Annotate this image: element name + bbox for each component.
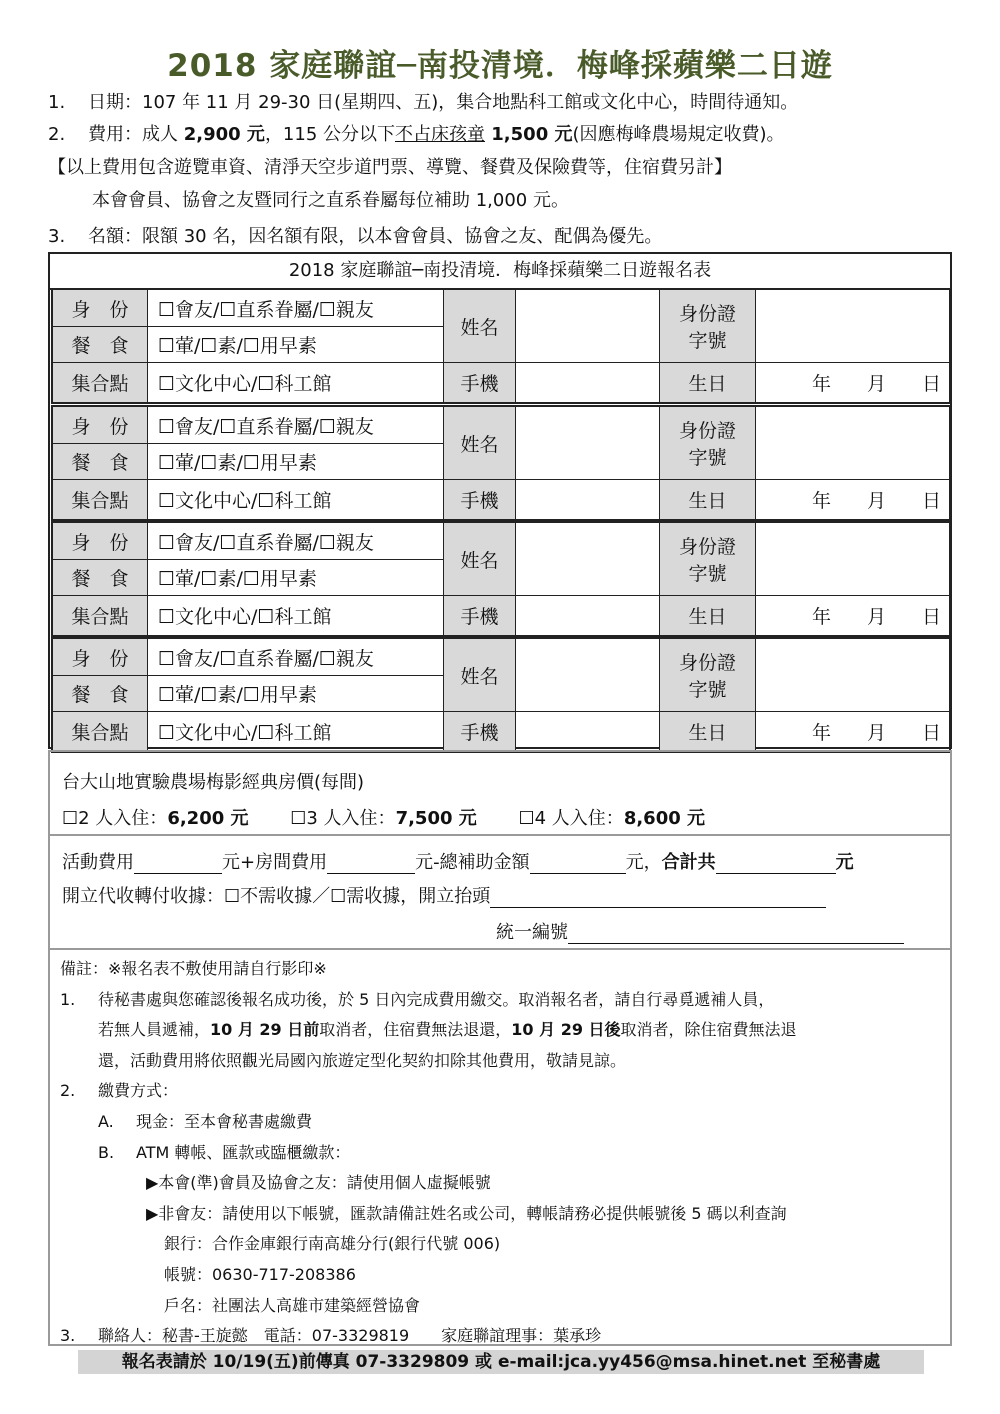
- phone-label: 手機: [443, 711, 515, 751]
- meeting-point-label: 集合點: [53, 711, 147, 751]
- notes-header: 備註：※報名表不敷使用請自行影印※: [60, 959, 327, 978]
- room-price: 6,200 元: [167, 808, 249, 829]
- name-field[interactable]: [515, 523, 659, 595]
- receipt-options[interactable]: 開立代收轉付收據：☐不需收據／☐需收據，開立抬頭: [62, 886, 491, 907]
- identity-options[interactable]: ☐會友/☐直系眷屬/☐親友: [147, 639, 443, 675]
- deadline-before: 10 月 29 日前: [210, 1020, 320, 1040]
- year-label: 年: [811, 606, 831, 628]
- id-number-label: [659, 290, 755, 362]
- note-1-line-2: [60, 1015, 940, 1046]
- phone-field[interactable]: [515, 711, 659, 751]
- registrant-block-1: [51, 288, 951, 404]
- id-number-label-line2: 字號: [688, 563, 727, 585]
- contact-info: 聯絡人：秘書-王旋懿 電話：07-3329819 家庭聯誼理事：葉承珍: [98, 1326, 602, 1346]
- child-fee: 1,500 元: [485, 124, 573, 145]
- intro-date: [48, 88, 968, 118]
- name-field[interactable]: [515, 639, 659, 711]
- id-number-label-line1: 身份證: [678, 303, 736, 325]
- id-number-field[interactable]: [755, 290, 949, 362]
- fee-section: [50, 836, 950, 950]
- room-option-label: ☐3 人入住：: [290, 808, 396, 829]
- yuan-label: 元，: [625, 852, 662, 873]
- phone-label: 手機: [443, 595, 515, 635]
- meal-options[interactable]: ☐葷/☐素/☐用早素: [147, 559, 443, 595]
- id-number-label-line2: 字號: [688, 447, 727, 469]
- id-number-label-line2: 字號: [688, 679, 727, 701]
- subsidy-note: 本會會員、協會之友暨同行之直系眷屬每位補助 1,000 元。: [92, 190, 569, 211]
- birthday-field[interactable]: [755, 362, 949, 402]
- identity-label: 身 份: [53, 290, 147, 326]
- note-2: [60, 1076, 940, 1107]
- birthday-label: 生日: [659, 711, 755, 751]
- room-fee-field[interactable]: [327, 853, 415, 874]
- account-number: 帳號：0630-717-208386: [164, 1264, 356, 1284]
- account-holder: 戶名：社團法人高雄市建築經營協會: [164, 1295, 421, 1315]
- birthday-label: 生日: [659, 595, 755, 635]
- meal-options[interactable]: ☐葷/☐素/☐用早素: [147, 443, 443, 479]
- deadline-after: 10 月 29 日後: [511, 1020, 621, 1040]
- activity-fee-label: 活動費用: [62, 852, 134, 873]
- payment-notes-box: [48, 750, 952, 1346]
- fee-includes: 【以上費用包含遊覽車資、清淨天空步道門票、導覽、餐費及保險費等，住宿費另計】: [48, 157, 732, 178]
- identity-options[interactable]: ☐會友/☐直系眷屬/☐親友: [147, 407, 443, 443]
- adult-fee: 2,900 元: [183, 124, 265, 145]
- payment-option-text: ATM 轉帳、匯款或臨櫃繳款：: [136, 1142, 351, 1162]
- payment-option-label: A.: [98, 1111, 114, 1131]
- day-label: 日: [921, 606, 941, 628]
- meal-options[interactable]: ☐葷/☐素/☐用早素: [147, 326, 443, 362]
- birthday-field[interactable]: [755, 479, 949, 519]
- identity-label: 身 份: [53, 407, 147, 443]
- year-label: 年: [811, 722, 831, 744]
- room-options: [62, 804, 705, 830]
- intro-number: 2.: [48, 124, 66, 145]
- birthday-field[interactable]: [755, 595, 949, 635]
- meeting-point-label: 集合點: [53, 362, 147, 402]
- registrant-block-2: [51, 405, 951, 521]
- name-label: 姓名: [443, 290, 515, 362]
- room-price-title: 台大山地實驗農場梅影經典房價(每間): [62, 772, 365, 793]
- meal-label: 餐 食: [53, 675, 147, 711]
- day-label: 日: [921, 373, 941, 395]
- meal-label: 餐 食: [53, 443, 147, 479]
- total-field[interactable]: [716, 853, 836, 874]
- phone-field[interactable]: [515, 479, 659, 519]
- yuan-label: 元: [835, 852, 854, 873]
- receipt-title-field[interactable]: [490, 887, 826, 908]
- note-text: 待秘書處與您確認後報名成功後，於 5 日內完成費用繳交。取消報名者，請自行尋覓遞補人員，: [98, 989, 775, 1009]
- registration-form: [48, 252, 952, 749]
- payment-option-text: 現金：至本會秘書處繳費: [136, 1111, 313, 1131]
- id-number-field[interactable]: [755, 639, 949, 711]
- fee-text: 費用：成人: [88, 124, 184, 145]
- total-label: 合計共: [661, 852, 716, 873]
- id-number-label-line1: 身份證: [678, 420, 736, 442]
- birthday-label: 生日: [659, 479, 755, 519]
- day-label: 日: [921, 722, 941, 744]
- subsidy-field[interactable]: [530, 853, 626, 874]
- meeting-point-options[interactable]: ☐文化中心/☐科工館: [147, 479, 443, 519]
- intro-number: 3.: [48, 226, 66, 247]
- phone-label: 手機: [443, 362, 515, 402]
- month-label: 月: [866, 722, 886, 744]
- note-number: 3.: [60, 1326, 76, 1346]
- room-option-2[interactable]: [62, 808, 249, 829]
- id-number-label-line1: 身份證: [678, 652, 736, 674]
- id-number-label: [659, 523, 755, 595]
- identity-options[interactable]: ☐會友/☐直系眷屬/☐親友: [147, 523, 443, 559]
- tax-id-field[interactable]: [568, 923, 904, 944]
- name-label: 姓名: [443, 407, 515, 479]
- meeting-point-label: 集合點: [53, 595, 147, 635]
- birthday-label: 生日: [659, 362, 755, 402]
- notes-list: [60, 954, 940, 1352]
- id-number-label: [659, 639, 755, 711]
- note-1-line-3: 還，活動費用將依照觀光局國內旅遊定型化契約扣除其他費用，敬請見諒。: [98, 1050, 627, 1070]
- note-text: 取消者，住宿費無法退還，: [319, 1020, 512, 1040]
- fee-calculation: [62, 848, 854, 874]
- fee-text: ，115 公分以下: [264, 124, 396, 145]
- phone-field[interactable]: [515, 362, 659, 402]
- room-price: 7,500 元: [395, 808, 477, 829]
- tax-id-label: 統一編號: [496, 922, 568, 943]
- name-label: 姓名: [443, 639, 515, 711]
- month-label: 月: [866, 373, 886, 395]
- submission-instructions: 報名表請於 10/19(五)前傳真 07-3329809 或 e-mail:jca.yy456@msa.hinet.net 至秘書處: [78, 1350, 924, 1374]
- note-text: 若無人員遞補，: [98, 1020, 211, 1040]
- meeting-point-options[interactable]: ☐文化中心/☐科工館: [147, 362, 443, 402]
- intro-quota-text: 名額：限額 30 名，因名額有限，以本會會員、協會之友、配偶為優先。: [88, 226, 663, 247]
- note-3: [60, 1321, 940, 1352]
- meal-options[interactable]: ☐葷/☐素/☐用早素: [147, 675, 443, 711]
- room-price: 8,600 元: [623, 808, 706, 829]
- meeting-point-options[interactable]: ☐文化中心/☐科工館: [147, 595, 443, 635]
- room-option-3[interactable]: [290, 808, 477, 829]
- bank-name: 銀行：合作金庫銀行南高雄分行(銀行代號 006): [164, 1234, 501, 1254]
- room-price-section: [50, 752, 950, 836]
- member-payment: ▶本會(準)會員及協會之友：請使用個人虛擬帳號: [146, 1173, 491, 1193]
- fee-text: (因應梅峰農場規定收費)。: [572, 124, 785, 145]
- year-label: 年: [811, 373, 831, 395]
- child-label: 不占床孩童: [395, 124, 486, 145]
- intro-date-text: 日期：107 年 11 月 29-30 日(星期四、五)，集合地點科工館或文化中心，時間待通知。: [88, 92, 799, 113]
- note-number: 2.: [60, 1081, 76, 1101]
- activity-fee-field[interactable]: [134, 853, 222, 874]
- id-number-label-line1: 身份證: [678, 536, 736, 558]
- nonmember-payment: ▶非會友：請使用以下帳號，匯款請備註姓名或公司，轉帳請務必提供帳號後 5 碼以利查詢: [146, 1203, 787, 1223]
- payment-transfer: [60, 1138, 940, 1169]
- form-title: 2018 家庭聯誼─南投清境．梅峰採蘋樂二日遊報名表: [50, 254, 950, 290]
- identity-label: 身 份: [53, 523, 147, 559]
- month-label: 月: [866, 490, 886, 512]
- meal-label: 餐 食: [53, 326, 147, 362]
- birthday-field[interactable]: [755, 711, 949, 751]
- intro-quota: [48, 222, 968, 252]
- id-number-label: [659, 407, 755, 479]
- id-number-field[interactable]: [755, 407, 949, 479]
- name-label: 姓名: [443, 523, 515, 595]
- note-1-line-1: [60, 985, 940, 1016]
- registrant-block-3: [51, 521, 951, 637]
- subsidy-label: 元-總補助金額: [415, 852, 530, 873]
- identity-options[interactable]: ☐會友/☐直系眷屬/☐親友: [147, 290, 443, 326]
- payment-cash: [60, 1107, 940, 1138]
- room-option-label: ☐4 人入住：: [518, 808, 624, 829]
- month-label: 月: [866, 606, 886, 628]
- meal-label: 餐 食: [53, 559, 147, 595]
- notes-section: [50, 950, 950, 1344]
- receipt-line: [62, 882, 826, 908]
- room-fee-label: 元+房間費用: [222, 852, 328, 873]
- page-title: 2018 家庭聯誼─南投清境．梅峰採蘋樂二日遊: [167, 48, 833, 84]
- phone-label: 手機: [443, 479, 515, 519]
- intro-fee: [48, 120, 968, 150]
- meeting-point-options[interactable]: ☐文化中心/☐科工館: [147, 711, 443, 751]
- registrant-block-4: [51, 637, 951, 753]
- note-text: 繳費方式：: [98, 1081, 179, 1101]
- meeting-point-label: 集合點: [53, 479, 147, 519]
- id-number-field[interactable]: [755, 523, 949, 595]
- day-label: 日: [921, 490, 941, 512]
- tax-id-line: [496, 918, 904, 944]
- payment-option-label: B.: [98, 1142, 115, 1162]
- phone-field[interactable]: [515, 595, 659, 635]
- intro-number: 1.: [48, 92, 66, 113]
- note-number: 1.: [60, 989, 76, 1009]
- room-option-label: ☐2 人入住：: [62, 808, 168, 829]
- year-label: 年: [811, 490, 831, 512]
- name-field[interactable]: [515, 290, 659, 362]
- name-field[interactable]: [515, 407, 659, 479]
- id-number-label-line2: 字號: [688, 330, 727, 352]
- identity-label: 身 份: [53, 639, 147, 675]
- room-option-4[interactable]: [519, 808, 706, 829]
- note-text: 取消者，除住宿費無法退: [620, 1020, 797, 1040]
